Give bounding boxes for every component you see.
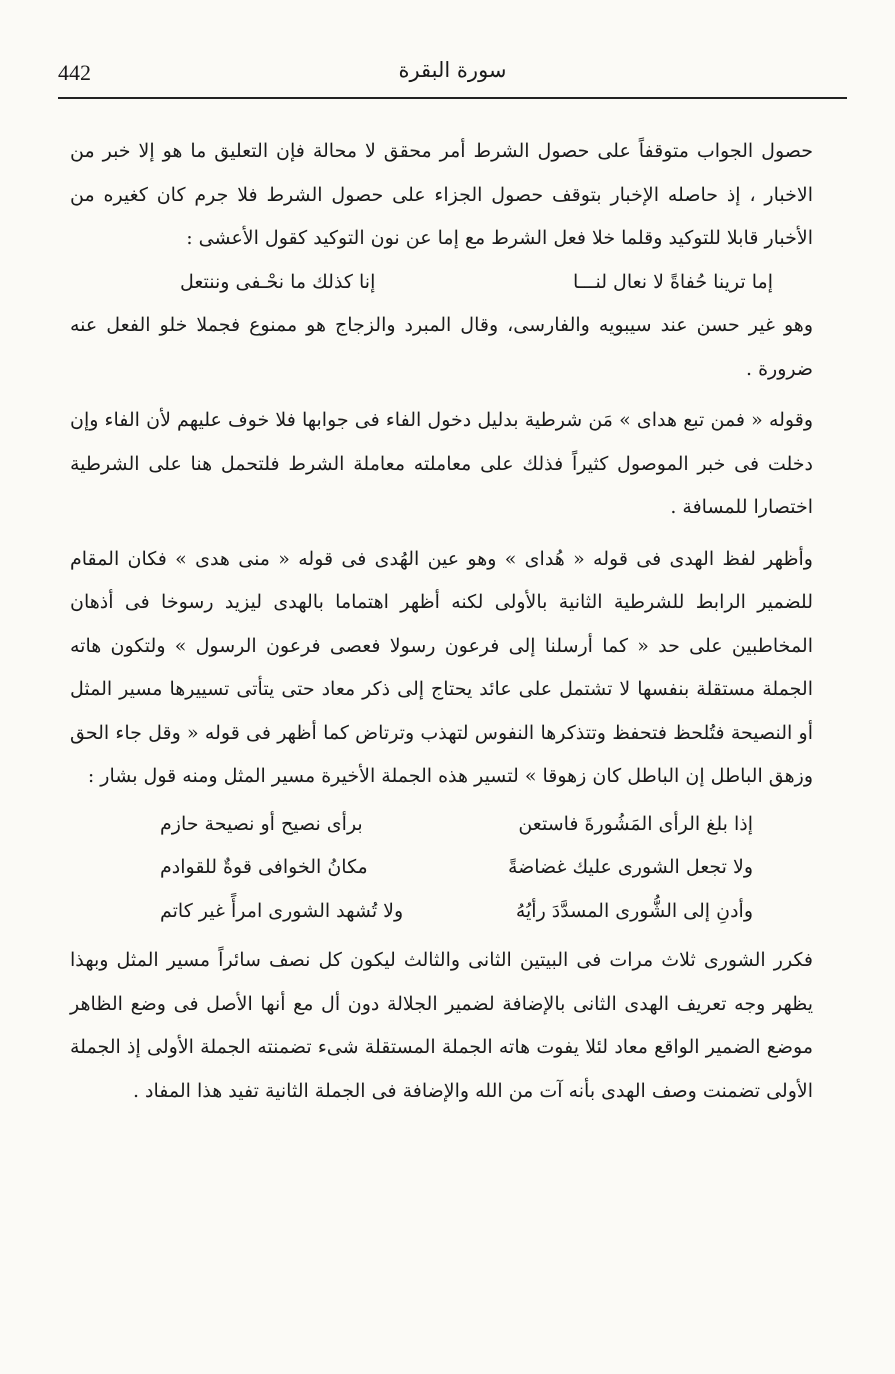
page-number: 442 (58, 60, 91, 85)
paragraph-4: وأظهر لفظ الهدى فى قوله « هُداى » وهو عين الهُدى فى قوله « منى هدى » فكان المقام للضمير الرابط للشرطية الثانية بالأولى لكنه أظهر اهتماما بالهدى ليزيد رسوخا فى أذهان المخاطبين على حد « كما أرسلنا إلى فرعون رسولا فعصى فرعون الرسول » ولتكون هاته الجملة مستقلة بنفسها لا تشتمل على عائد يحتاج إلى ذكر معاد حتى يتأتى تسييرها مسير المثل أو النصيحة فتُلحظ فتحفظ وتتذكرها النفوس لتهذب وترتاض كما أظهر فى قوله « وقل جاء الحق وزهق الباطل إن الباطل كان زهوقا » لتسير هذه الجملة الأخيرة مسير المثل ومنه قول بشار : (70, 547, 813, 787)
paragraph-5: فكرر الشورى ثلاث مرات فى البيتين الثانى والثالث ليكون كل نصف سائراً مسير المثل وبهذا يظهر وجه تعريف الهدى الثانى بالإضافة لضمير الجلالة دون أل مع أنها الأصل فى وضع الظاهر موضع الضمير الواقع معاد لئلا يفوت هاته الجملة المستقلة شىء تضمنته الجملة الأولى إذ الجملة الأولى تضمنت وصف الهدى بأنه آت من الله والإضافة فى الجملة الثانية تفيد هذا المفاد . (70, 949, 813, 1102)
paragraph-1: حصول الجواب متوقفاً على حصول الشرط أمر محقق لا محالة فإن التعليق ما هو إلا خبر من الاخبار ، إذ حاصله الإخبار بتوقف حصول الجزاء على حصول الشرط فلا جرم كان كغيره من الأخبار قابلا للتوكيد وقلما خلا فعل الشرط مع إما عن نون التوكيد كقول الأعشى : (70, 140, 813, 249)
surah-title: سورة البقرة (398, 58, 507, 82)
verse-second-hemistich: إنا كذلك ما نحْـفى وننتعل (180, 270, 376, 293)
page-body (70, 130, 813, 1113)
verse-first-hemistich: وأدنِ إلى الشُّورى المسدَّدَ رأيُهُ (515, 899, 753, 922)
verse-second-hemistich: مكانُ الخوافى قوةٌ للقوادم (160, 856, 368, 878)
verse-second-hemistich: ولا تُشهد الشورى امرأً غير كاتم (160, 899, 404, 922)
page-header (58, 56, 847, 96)
poem-line-1 (160, 803, 753, 847)
paragraph-2: وهو غير حسن عند سيبويه والفارسى، وقال المبرد والزجاج هو ممنوع فجملا خلو الفعل عنه ضرورة . (70, 314, 813, 380)
poem-line-3 (160, 890, 753, 934)
paragraph-3: وقوله « فمن تبع هداى » مَن شرطية بدليل دخول الفاء فى جوابها فلا خوف عليهم لأن الفاء وإن دخلت فى خبر الموصول كثيراً فذلك على معاملته معاملة الشرط فلتحمل هنا على الشرطية اختصارا للمسافة . (70, 409, 813, 518)
header-divider (58, 97, 847, 99)
poem-line-2 (160, 846, 753, 890)
verse-first-hemistich: إذا بلغ الرأى المَشُورةَ فاستعن (518, 812, 753, 835)
verse-first-hemistich: ولا تجعل الشورى عليك غضاضةً (507, 856, 753, 878)
verse-line-alasha (180, 261, 773, 305)
verse-second-hemistich: برأى نصيح أو نصيحة حازم (160, 812, 363, 835)
verse-first-hemistich: إما ترينا حُفاةً لا نعال لنـــا (572, 270, 773, 293)
bashar-poem (70, 803, 813, 934)
